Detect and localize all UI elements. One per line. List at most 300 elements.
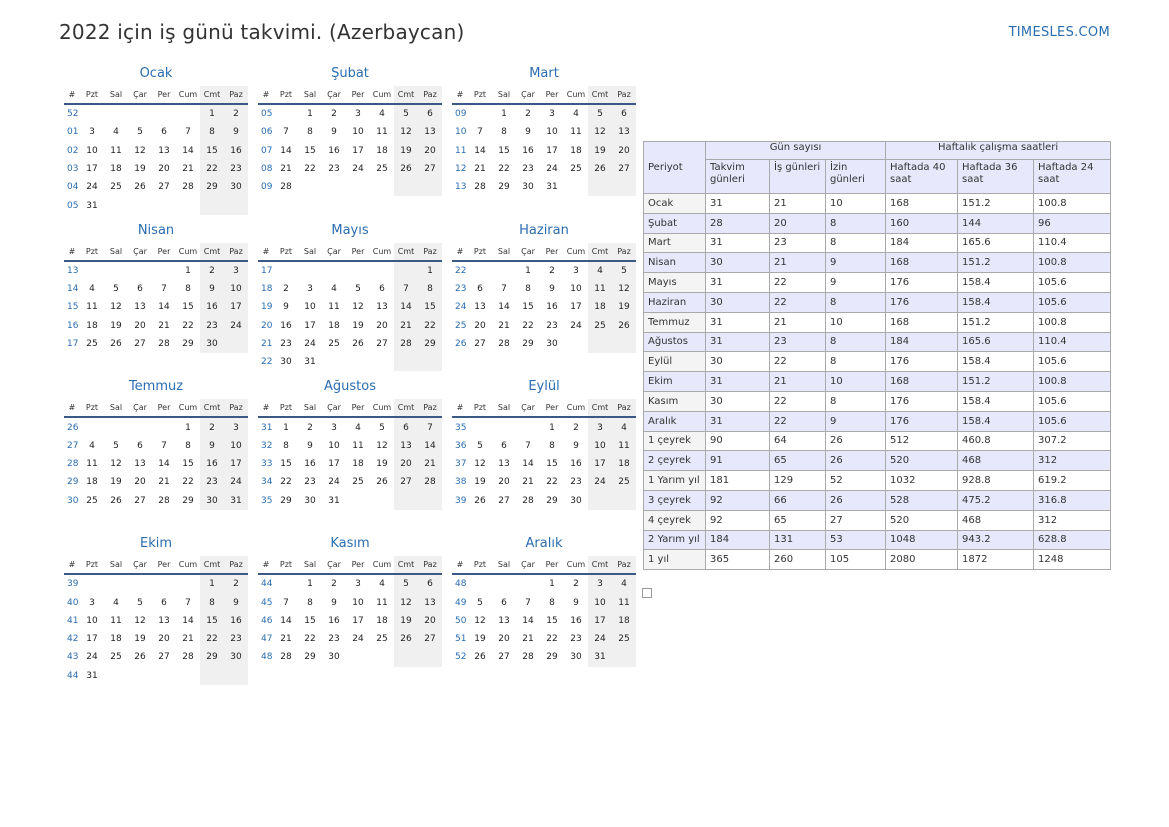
week-number: 13 (455, 182, 467, 193)
day-cell: 13 (376, 302, 388, 313)
value-cell: 1032 (886, 471, 958, 491)
day-cell: 26 (474, 652, 486, 663)
day-cell: 28 (394, 335, 418, 353)
day-cell: 9 (573, 597, 579, 608)
day-cell (564, 178, 588, 196)
day-cell: 29 (498, 182, 510, 193)
day-cell: 27 (418, 160, 442, 178)
value-cell: 260 (770, 550, 826, 570)
day-cell: 22 (546, 634, 558, 645)
week-row (258, 298, 442, 316)
day-cell: 27 (394, 473, 418, 491)
value-cell: 92 (706, 510, 770, 530)
day-cell: 22 (200, 630, 224, 648)
day-cell: 30 (280, 357, 292, 368)
week-number-header: # (64, 86, 80, 104)
day-cell (370, 178, 394, 196)
table-row (644, 213, 1111, 233)
day-cell: 27 (158, 182, 170, 193)
table-row (644, 233, 1111, 253)
column-header: Haftada 24 saat (1034, 160, 1111, 194)
week-number: 35 (261, 495, 273, 506)
table-row (644, 431, 1111, 451)
day-cell (80, 104, 104, 123)
column-header: Haftada 36 saat (958, 160, 1034, 194)
day-cell: 13 (134, 302, 146, 313)
month-calendar (452, 379, 636, 536)
day-cell: 25 (352, 477, 364, 488)
value-cell: 312 (1034, 451, 1111, 471)
day-cell: 20 (394, 455, 418, 473)
day-cell: 17 (588, 612, 612, 630)
day-cell (152, 667, 176, 685)
day-cell: 7 (283, 597, 289, 608)
day-cell: 9 (573, 440, 579, 451)
week-row (452, 455, 636, 473)
week-number-header: # (258, 86, 274, 104)
period-cell: Ekim (644, 372, 706, 392)
day-cell: 22 (546, 477, 558, 488)
day-cell: 26 (376, 477, 388, 488)
week-number: 19 (261, 302, 273, 313)
day-cell: 16 (304, 459, 316, 470)
day-cell (274, 104, 298, 123)
day-cell: 23 (280, 339, 292, 350)
day-cell: 2 (331, 579, 337, 590)
day-cell (104, 261, 128, 280)
weekday-header: Paz (224, 243, 248, 261)
day-cell (418, 648, 442, 666)
day-cell: 25 (110, 182, 122, 193)
day-cell: 29 (418, 335, 442, 353)
value-cell: 10 (826, 312, 886, 332)
day-cell: 12 (394, 593, 418, 611)
day-cell (128, 667, 152, 685)
day-cell: 3 (224, 417, 248, 436)
weekday-header: Cmt (394, 556, 418, 574)
day-cell: 3 (573, 265, 579, 276)
week-row (258, 280, 442, 298)
day-cell: 8 (307, 127, 313, 138)
week-row (258, 648, 442, 666)
weekday-header: Sal (298, 556, 322, 574)
day-cell: 23 (570, 634, 582, 645)
checkbox[interactable] (642, 588, 652, 598)
day-cell: 26 (394, 160, 418, 178)
day-cell: 24 (86, 182, 98, 193)
day-cell: 23 (224, 630, 248, 648)
week-number: 16 (67, 320, 79, 331)
day-cell: 14 (158, 459, 170, 470)
day-cell: 31 (224, 492, 248, 510)
day-cell: 27 (498, 652, 510, 663)
week-row (452, 123, 636, 141)
day-cell: 27 (158, 652, 170, 663)
month-table (64, 86, 248, 215)
day-cell (128, 574, 152, 593)
value-cell: 165.6 (958, 332, 1034, 352)
day-cell: 11 (612, 593, 636, 611)
day-cell: 28 (182, 182, 194, 193)
week-number: 34 (261, 477, 273, 488)
week-number: 30 (67, 495, 79, 506)
week-number-header: # (64, 556, 80, 574)
day-cell: 18 (588, 298, 612, 316)
weekday-header: Cum (564, 556, 588, 574)
day-cell (200, 196, 224, 214)
day-cell: 3 (224, 261, 248, 280)
week-row (64, 178, 248, 196)
week-number: 05 (67, 200, 79, 211)
value-cell: 151.2 (958, 194, 1034, 214)
week-row (64, 648, 248, 666)
weekday-header: Paz (224, 86, 248, 104)
day-cell: 25 (110, 652, 122, 663)
day-cell (394, 492, 418, 510)
week-number: 33 (261, 459, 273, 470)
value-cell: 28 (706, 213, 770, 233)
day-cell: 21 (182, 634, 194, 645)
period-cell: Mart (644, 233, 706, 253)
value-cell: 928.8 (958, 471, 1034, 491)
weekday-header: Per (346, 556, 370, 574)
column-header: İzin günleri (826, 160, 886, 194)
period-cell: 3 çeyrek (644, 490, 706, 510)
day-cell: 29 (546, 495, 558, 506)
day-cell: 25 (86, 339, 98, 350)
weekday-header: Cmt (200, 556, 224, 574)
period-cell: 2 çeyrek (644, 451, 706, 471)
day-cell: 5 (355, 284, 361, 295)
weekday-header: Cum (370, 556, 394, 574)
day-cell (394, 353, 418, 371)
value-cell: 66 (770, 490, 826, 510)
day-cell (322, 261, 346, 280)
week-number: 45 (261, 597, 273, 608)
day-cell: 13 (158, 615, 170, 626)
weekday-header: Sal (104, 86, 128, 104)
value-cell: 53 (826, 530, 886, 550)
day-cell: 31 (304, 357, 316, 368)
day-cell: 11 (352, 440, 364, 451)
week-number: 11 (455, 145, 467, 156)
day-cell: 7 (283, 127, 289, 138)
weekday-header: Sal (104, 243, 128, 261)
weekday-header: Paz (612, 243, 636, 261)
day-cell: 31 (328, 495, 340, 506)
day-cell: 12 (588, 123, 612, 141)
day-cell: 27 (376, 339, 388, 350)
week-number: 14 (67, 284, 79, 295)
day-cell: 7 (501, 284, 507, 295)
day-cell: 1 (501, 109, 507, 120)
day-cell: 20 (474, 320, 486, 331)
month-name: Ağustos (324, 379, 376, 395)
day-cell (128, 261, 152, 280)
day-cell: 3 (331, 422, 337, 433)
day-cell: 1 (307, 109, 313, 120)
day-cell: 18 (110, 164, 122, 175)
week-row (452, 160, 636, 178)
value-cell: 9 (826, 411, 886, 431)
weekday-header: Çar (516, 399, 540, 417)
value-cell: 168 (886, 372, 958, 392)
day-cell: 10 (86, 615, 98, 626)
day-cell: 12 (474, 459, 486, 470)
week-row (452, 261, 636, 280)
day-cell: 5 (477, 440, 483, 451)
day-cell: 18 (612, 455, 636, 473)
day-cell: 21 (474, 164, 486, 175)
day-cell: 23 (522, 164, 534, 175)
day-cell (176, 196, 200, 214)
day-cell: 14 (522, 459, 534, 470)
value-cell: 176 (886, 273, 958, 293)
day-cell: 19 (376, 459, 388, 470)
day-cell: 17 (352, 615, 364, 626)
day-cell (492, 574, 516, 593)
day-cell: 2 (224, 574, 248, 593)
week-row (258, 630, 442, 648)
day-cell: 13 (474, 302, 486, 313)
period-cell: Haziran (644, 292, 706, 312)
week-number: 44 (261, 579, 273, 590)
value-cell: 65 (770, 510, 826, 530)
month-name: Ocak (139, 66, 173, 81)
calendar-grid (64, 66, 636, 693)
day-cell: 5 (394, 104, 418, 123)
day-cell: 13 (134, 459, 146, 470)
value-cell: 512 (886, 431, 958, 451)
day-cell: 20 (376, 320, 388, 331)
day-cell: 5 (379, 422, 385, 433)
day-cell (418, 353, 442, 371)
value-cell: 91 (706, 451, 770, 471)
day-cell: 29 (182, 339, 194, 350)
day-cell: 20 (158, 164, 170, 175)
weekday-header: Çar (516, 556, 540, 574)
period-cell: Ocak (644, 194, 706, 214)
day-cell: 18 (110, 634, 122, 645)
value-cell: 9 (826, 253, 886, 273)
day-cell: 23 (200, 317, 224, 335)
day-cell (516, 417, 540, 436)
period-cell: Temmuz (644, 312, 706, 332)
month-table (452, 243, 636, 353)
day-cell: 14 (182, 145, 194, 156)
weekday-header: Çar (128, 556, 152, 574)
value-cell: 64 (770, 431, 826, 451)
weekday-header: Cmt (200, 399, 224, 417)
value-cell: 158.4 (958, 273, 1034, 293)
day-cell (346, 648, 370, 666)
day-cell: 6 (394, 417, 418, 436)
day-cell: 20 (158, 634, 170, 645)
week-number: 20 (261, 320, 273, 331)
day-cell: 30 (304, 495, 316, 506)
day-cell: 5 (113, 440, 119, 451)
day-cell: 2 (573, 579, 579, 590)
week-number: 12 (455, 164, 467, 175)
day-cell: 26 (352, 339, 364, 350)
day-cell: 9 (331, 127, 337, 138)
week-row (452, 104, 636, 123)
value-cell: 184 (886, 332, 958, 352)
weekday-header: Cmt (200, 86, 224, 104)
weekday-header: Per (346, 243, 370, 261)
week-row (258, 104, 442, 123)
week-number: 15 (67, 302, 79, 313)
weekday-header: Çar (128, 399, 152, 417)
value-cell: 144 (958, 213, 1034, 233)
day-cell (612, 335, 636, 353)
weekday-header: Pzt (274, 399, 298, 417)
day-cell: 19 (134, 164, 146, 175)
value-cell: 628.8 (1034, 530, 1111, 550)
day-cell: 11 (86, 459, 98, 470)
weekday-header: Cmt (394, 243, 418, 261)
day-cell: 3 (355, 579, 361, 590)
day-cell: 17 (86, 634, 98, 645)
day-cell: 27 (498, 495, 510, 506)
day-cell (612, 178, 636, 196)
day-cell: 26 (588, 160, 612, 178)
table-row (644, 550, 1111, 570)
day-cell: 24 (588, 473, 612, 491)
weekday-header: Cmt (394, 86, 418, 104)
day-cell: 18 (86, 320, 98, 331)
month-calendar (452, 66, 636, 223)
value-cell: 2080 (886, 550, 958, 570)
week-row (452, 437, 636, 455)
value-cell: 1872 (958, 550, 1034, 570)
weekday-header: Per (152, 243, 176, 261)
value-cell: 23 (770, 233, 826, 253)
day-cell: 4 (113, 127, 119, 138)
day-cell: 4 (113, 597, 119, 608)
day-cell: 5 (612, 261, 636, 280)
day-cell: 5 (137, 127, 143, 138)
day-cell: 6 (612, 104, 636, 123)
weekday-header: Sal (492, 556, 516, 574)
day-cell: 14 (280, 145, 292, 156)
value-cell: 21 (770, 253, 826, 273)
day-cell (322, 353, 346, 371)
day-cell: 4 (89, 440, 95, 451)
week-number: 41 (67, 615, 79, 626)
week-row (258, 261, 442, 280)
week-row (64, 417, 248, 436)
value-cell: 105.6 (1034, 292, 1111, 312)
weekday-header: Paz (224, 399, 248, 417)
value-cell: 131 (770, 530, 826, 550)
value-cell: 31 (706, 312, 770, 332)
week-row (452, 298, 636, 316)
day-cell: 24 (588, 630, 612, 648)
day-cell: 25 (328, 339, 340, 350)
value-cell: 30 (706, 391, 770, 411)
day-cell: 20 (134, 477, 146, 488)
week-number: 48 (261, 652, 273, 663)
day-cell: 30 (200, 335, 224, 353)
week-row (258, 123, 442, 141)
weekday-header: Paz (612, 86, 636, 104)
value-cell: 31 (706, 233, 770, 253)
column-header: Takvim günleri (706, 160, 770, 194)
day-cell: 7 (185, 597, 191, 608)
day-cell: 4 (379, 109, 385, 120)
week-number: 24 (455, 302, 467, 313)
day-cell: 19 (394, 142, 418, 160)
day-cell: 19 (612, 298, 636, 316)
day-cell (346, 353, 370, 371)
day-cell: 16 (224, 142, 248, 160)
brand-link[interactable]: TIMESLES.COM (1008, 25, 1110, 40)
weekday-header: Paz (418, 86, 442, 104)
day-cell: 26 (110, 339, 122, 350)
day-cell: 11 (612, 437, 636, 455)
day-cell: 11 (86, 302, 98, 313)
day-cell (394, 261, 418, 280)
month-table (452, 556, 636, 666)
day-cell: 31 (86, 200, 98, 211)
day-cell: 7 (185, 127, 191, 138)
month-calendar (258, 536, 442, 693)
day-cell: 7 (394, 280, 418, 298)
day-cell: 12 (134, 145, 146, 156)
day-cell: 25 (86, 495, 98, 506)
day-cell: 24 (352, 164, 364, 175)
value-cell: 8 (826, 391, 886, 411)
day-cell: 12 (376, 440, 388, 451)
day-cell: 10 (86, 145, 98, 156)
day-cell: 18 (570, 145, 582, 156)
value-cell: 8 (826, 292, 886, 312)
week-number: 44 (67, 670, 79, 681)
day-cell: 30 (200, 492, 224, 510)
day-cell: 1 (549, 579, 555, 590)
day-cell: 11 (110, 145, 122, 156)
day-cell: 21 (158, 477, 170, 488)
week-number-header: # (258, 399, 274, 417)
day-cell: 2 (200, 417, 224, 436)
day-cell: 22 (280, 477, 292, 488)
week-number: 31 (261, 422, 273, 433)
month-calendar (64, 223, 248, 380)
week-number-header: # (258, 243, 274, 261)
day-cell: 28 (280, 182, 292, 193)
day-cell: 13 (418, 123, 442, 141)
day-cell: 16 (224, 612, 248, 630)
day-cell: 1 (525, 265, 531, 276)
day-cell: 19 (352, 320, 364, 331)
day-cell: 15 (200, 142, 224, 160)
day-cell: 31 (546, 182, 558, 193)
day-cell: 21 (280, 164, 292, 175)
table-row (644, 490, 1111, 510)
day-cell: 25 (376, 634, 388, 645)
day-cell: 28 (280, 652, 292, 663)
weekday-header: Per (540, 86, 564, 104)
day-cell: 2 (549, 265, 555, 276)
week-number: 39 (67, 579, 79, 590)
week-number: 42 (67, 634, 79, 645)
week-row (258, 455, 442, 473)
week-row (64, 455, 248, 473)
day-cell: 21 (182, 164, 194, 175)
day-cell: 6 (501, 440, 507, 451)
value-cell: 160 (886, 213, 958, 233)
